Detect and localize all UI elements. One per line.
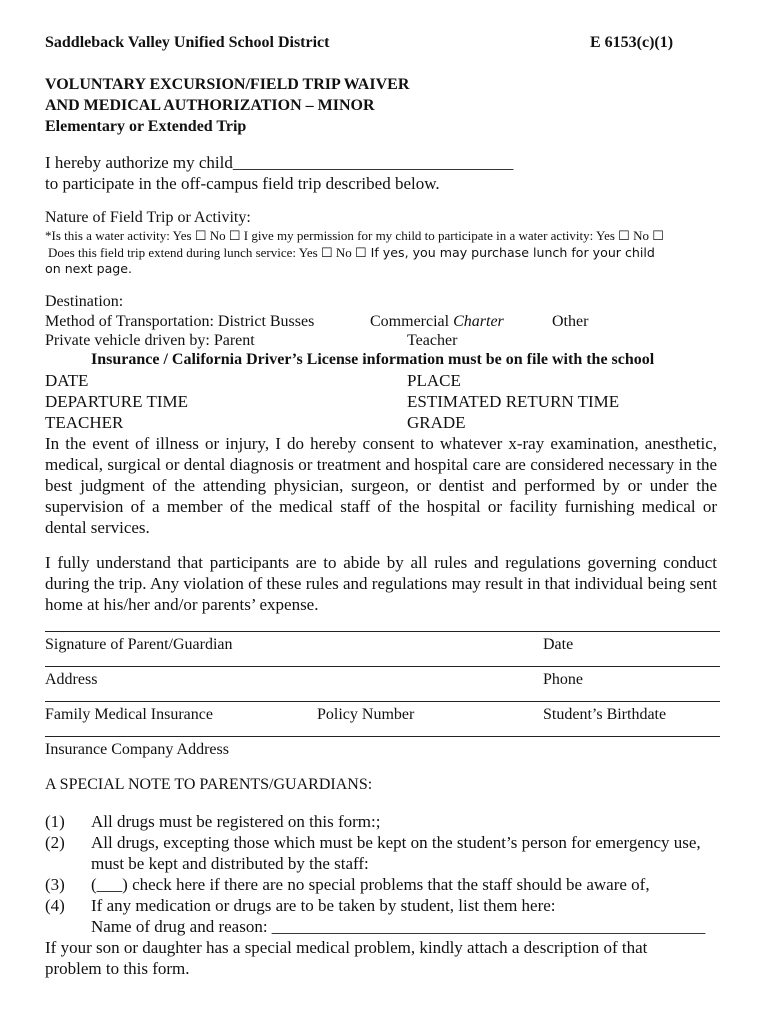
charter-label: Charter — [453, 313, 504, 330]
transport-method: Method of Transportation: District Busses — [45, 313, 315, 330]
phone-label: Phone — [543, 671, 583, 688]
nature-label: Nature of Field Trip or Activity: — [45, 209, 251, 226]
lunch-note: If yes, you may purchase lunch for your child — [370, 245, 655, 260]
lunch-service-question: Does this field trip extend during lunch service: Yes ☐ No ☐ — [48, 245, 367, 260]
form-subtitle: Elementary or Extended Trip — [45, 118, 247, 135]
note-item-text: All drugs must be registered on this form:; — [91, 812, 381, 831]
authorize-participate-line: to participate in the off-campus field trip described below. — [45, 174, 440, 193]
date-label: DATE — [45, 371, 89, 390]
note-item-text: All drugs, excepting those which must be kept on the student’s person for emergency use, — [91, 833, 701, 852]
special-note-heading: A SPECIAL NOTE TO PARENTS/GUARDIANS: — [45, 776, 373, 793]
closing-line-2: problem to this form. — [45, 959, 190, 978]
note-item-text-continued: must be kept and distributed by the staff: — [91, 854, 369, 873]
drug-name-reason-line: Name of drug and reason: ___________________________________________________ — [91, 917, 706, 936]
conduct-rules-paragraph: I fully understand that participants are to abide by all rules and regulations governing conduct during the trip. Any violation of these rules and regulations may result in that individual being sent home at his/her and/or parents’ expense. — [45, 553, 717, 614]
signature-rule — [45, 631, 720, 632]
transport-other: Other — [552, 313, 589, 330]
medical-consent-paragraph: In the event of illness or injury, I do hereby consent to whatever x-ray examination, anesthetic, medical, surgical or dental diagnosis or treatment and hospital care are considered necessary in the best judgment of the attending physician, surgeon, or dentist and performed by or under the supervision of a member of the medical staff of the hospital or facility furnishing medical or dental services. — [45, 434, 717, 537]
transport-commercial-charter — [370, 313, 504, 331]
parent-signature-label: Signature of Parent/Guardian — [45, 636, 233, 653]
private-vehicle-line: Private vehicle driven by: Parent — [45, 332, 255, 349]
note-item-number: (3) — [45, 875, 65, 894]
destination-label: Destination: — [45, 293, 124, 310]
departure-time-label: DEPARTURE TIME — [45, 392, 189, 411]
student-birthdate-label: Student’s Birthdate — [543, 706, 667, 723]
teacher-label: TEACHER — [45, 413, 124, 432]
note-item-number: (1) — [45, 812, 65, 831]
address-rule — [45, 666, 720, 667]
lunch-service-row — [48, 244, 655, 262]
note-item-number: (4) — [45, 896, 65, 915]
lunch-note-continued: on next page. — [45, 261, 133, 276]
commercial-label: Commercial — [370, 313, 450, 330]
insurance-rule — [45, 701, 720, 702]
grade-label: GRADE — [407, 413, 466, 432]
policy-number-label: Policy Number — [317, 706, 415, 723]
place-label: PLACE — [407, 371, 461, 390]
return-time-label: ESTIMATED RETURN TIME — [407, 392, 620, 411]
note-item-number: (2) — [45, 833, 65, 852]
note-item-text: If any medication or drugs are to be taken by student, list them here: — [91, 896, 556, 915]
closing-line-1: If your son or daughter has a special medical problem, kindly attach a description of that — [45, 938, 648, 957]
insurance-company-address-label: Insurance Company Address — [45, 741, 229, 758]
note-item-text: (___) check here if there are no special problems that the staff should be aware of, — [91, 875, 650, 894]
authorize-child-line: I hereby authorize my child_________________________________ — [45, 153, 514, 172]
address-label: Address — [45, 671, 98, 688]
document-code: E 6153(c)(1) — [590, 34, 674, 51]
district-name: Saddleback Valley Unified School District — [45, 34, 330, 51]
form-title-line2: AND MEDICAL AUTHORIZATION – MINOR — [45, 97, 375, 114]
insurance-note: Insurance / California Driver’s License information must be on file with the school — [91, 351, 655, 368]
private-vehicle-teacher: Teacher — [407, 332, 458, 349]
form-title-line1: VOLUNTARY EXCURSION/FIELD TRIP WAIVER — [45, 76, 410, 93]
family-medical-insurance-label: Family Medical Insurance — [45, 706, 213, 723]
ins-company-rule — [45, 736, 720, 737]
signature-date-label: Date — [543, 636, 574, 653]
water-activity-line: *Is this a water activity: Yes ☐ No ☐ I give my permission for my child to participate in a water activity: Yes ☐ No ☐ — [45, 228, 664, 243]
